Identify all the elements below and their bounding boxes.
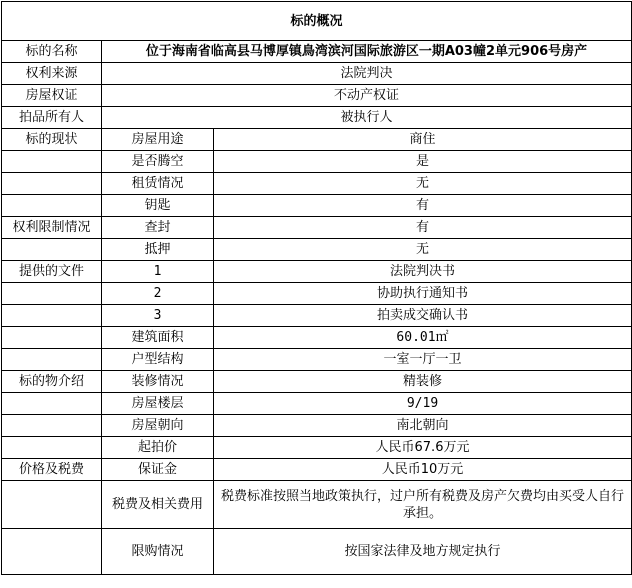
group-label-docs: 提供的文件: [2, 261, 102, 283]
doc-number-1: 1: [102, 261, 214, 283]
empty-group-cell: [2, 305, 102, 327]
row-label-purchase-limit: 限购情况: [102, 529, 214, 575]
empty-group-cell: [2, 349, 102, 371]
row-label-taxes: 税费及相关费用: [102, 481, 214, 529]
empty-group-cell: [2, 173, 102, 195]
row-label-deposit: 保证金: [102, 459, 214, 481]
seizure-value: 有: [214, 217, 632, 239]
keys-value: 有: [214, 195, 632, 217]
row-label-usage: 房屋用途: [102, 129, 214, 151]
empty-group-cell: [2, 195, 102, 217]
right-source-value: 法院判决: [102, 63, 632, 85]
owner-value: 被执行人: [102, 107, 632, 129]
start-price-value: 人民币67.6万元: [214, 437, 632, 459]
auction-overview-table: [1, 1, 632, 575]
lease-value: 无: [214, 173, 632, 195]
row-label-decoration: 装修情况: [102, 371, 214, 393]
row-label-owner: 拍品所有人: [2, 107, 102, 129]
doc-3-value: 拍卖成交确认书: [214, 305, 632, 327]
row-label-lease: 租赁情况: [102, 173, 214, 195]
empty-group-cell: [2, 393, 102, 415]
table-title: 标的概况: [2, 2, 632, 41]
row-label-mortgage: 抵押: [102, 239, 214, 261]
row-label-keys: 钥匙: [102, 195, 214, 217]
row-label-property-cert: 房屋权证: [2, 85, 102, 107]
row-label-floor: 房屋楼层: [102, 393, 214, 415]
row-label-building-area: 建筑面积: [102, 327, 214, 349]
subject-name-value: 位于海南省临高县马博厚镇鳥湾滨河国际旅游区一期A03幢2单元906号房产: [102, 41, 632, 63]
empty-group-cell: [2, 283, 102, 305]
row-label-subject-name: 标的名称: [2, 41, 102, 63]
empty-group-cell: [2, 415, 102, 437]
floor-value: 9/19: [214, 393, 632, 415]
group-label-status: 标的现状: [2, 129, 102, 151]
mortgage-value: 无: [214, 239, 632, 261]
row-label-orientation: 房屋朝向: [102, 415, 214, 437]
empty-group-cell: [2, 327, 102, 349]
row-label-start-price: 起拍价: [102, 437, 214, 459]
deposit-value: 人民币10万元: [214, 459, 632, 481]
empty-group-cell: [2, 239, 102, 261]
empty-group-cell: [2, 151, 102, 173]
group-label-restriction: 权利限制情况: [2, 217, 102, 239]
building-area-value: 60.01㎡: [214, 327, 632, 349]
row-label-layout: 户型结构: [102, 349, 214, 371]
doc-number-3: 3: [102, 305, 214, 327]
purchase-limit-value: 按国家法律及地方规定执行: [214, 529, 632, 575]
layout-value: 一室一厅一卫: [214, 349, 632, 371]
row-label-seizure: 查封: [102, 217, 214, 239]
vacated-value: 是: [214, 151, 632, 173]
doc-1-value: 法院判决书: [214, 261, 632, 283]
doc-number-2: 2: [102, 283, 214, 305]
property-cert-value: 不动产权证: [102, 85, 632, 107]
row-label-vacated: 是否腾空: [102, 151, 214, 173]
decoration-value: 精装修: [214, 371, 632, 393]
empty-group-cell: [2, 529, 102, 575]
doc-2-value: 协助执行通知书: [214, 283, 632, 305]
empty-group-cell: [2, 437, 102, 459]
empty-group-cell: [2, 481, 102, 529]
group-label-price: 价格及税费: [2, 459, 102, 481]
taxes-value: 税费标准按照当地政策执行，过户所有税费及房产欠费均由买受人自行承担。: [214, 481, 632, 529]
orientation-value: 南北朝向: [214, 415, 632, 437]
group-label-intro: 标的物介绍: [2, 371, 102, 393]
row-label-right-source: 权利来源: [2, 63, 102, 85]
usage-value: 商住: [214, 129, 632, 151]
